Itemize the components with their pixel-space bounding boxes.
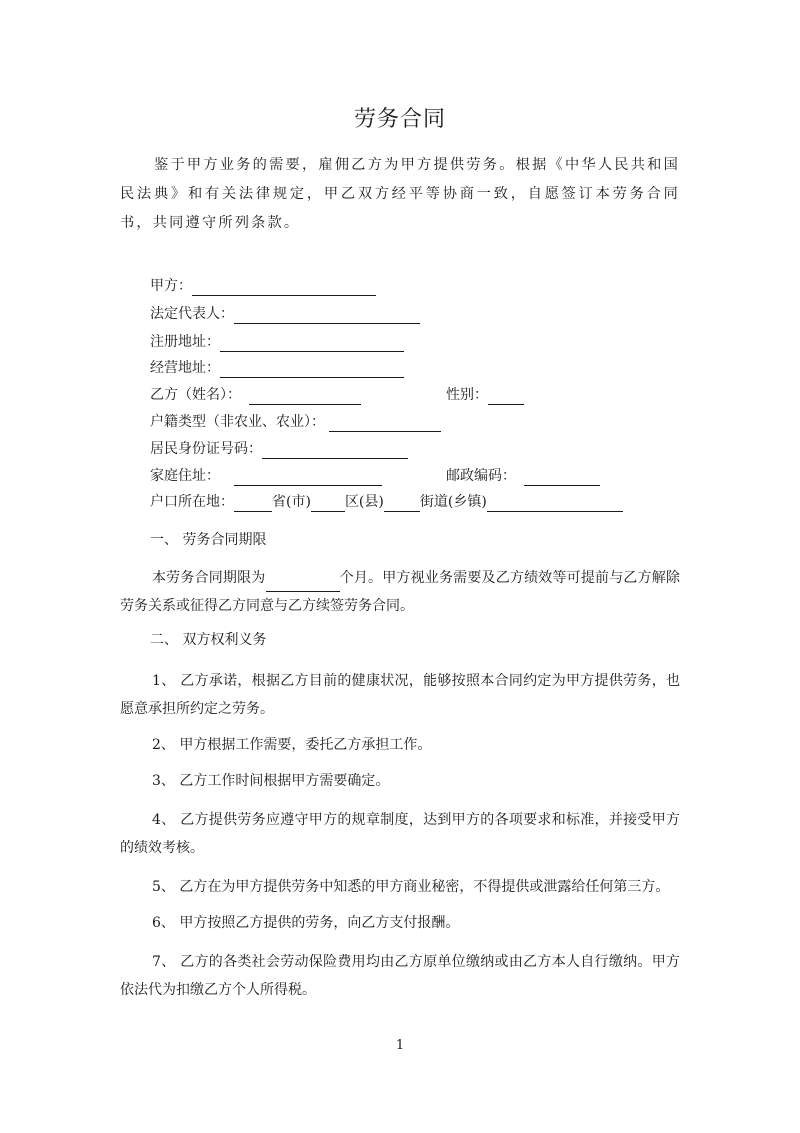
hukou-type-label: 户籍类型（非农业、农业）： xyxy=(150,414,325,430)
legal-rep-field xyxy=(150,304,420,324)
gender-blank[interactable] xyxy=(488,388,524,405)
gender-label: 性别： xyxy=(446,387,488,403)
party-b-name-label: 乙方（姓名）： xyxy=(150,387,241,403)
hukou-type-blank[interactable] xyxy=(329,415,441,432)
province-label: 省(市) xyxy=(272,494,311,510)
street-detail-blank[interactable] xyxy=(487,495,623,512)
postal-code-field xyxy=(446,466,600,486)
province-blank[interactable] xyxy=(234,495,272,512)
district-blank[interactable] xyxy=(311,495,345,512)
gender-field xyxy=(446,385,524,405)
clause-item-7: 7、 乙方的各类社会劳动保险费用均由乙方原单位缴纳或由乙方本人自行缴纳。甲方依法代为扣缴乙方个人所得税。 xyxy=(120,954,680,998)
document-title: 劳务合同 xyxy=(353,107,446,132)
section1-heading: 一、 劳务合同期限 xyxy=(150,532,267,548)
party-a-label: 甲方： xyxy=(150,278,192,294)
clause-item-6: 6、 甲方按照乙方提供的劳务，向乙方支付报酬。 xyxy=(152,915,460,931)
section1-text-before: 本劳务合同期限为 xyxy=(152,570,266,586)
intro-paragraph: 鉴于甲方业务的需要，雇佣乙方为甲方提供劳务。根据《中华人民共和国民法典》和有关法律规定，甲乙双方经平等协商一致，自愿签订本劳务合同书，共同遵守所列条款。 xyxy=(120,157,680,231)
term-months-blank[interactable] xyxy=(266,575,340,592)
id-number-field xyxy=(150,439,408,459)
biz-address-blank[interactable] xyxy=(220,361,404,378)
party-b-name-blank[interactable] xyxy=(249,388,361,405)
party-a-blank[interactable] xyxy=(192,279,376,296)
party-a-field xyxy=(150,276,376,296)
street-label: 街道(乡镇) xyxy=(419,494,487,510)
party-b-name-field xyxy=(150,385,361,405)
postal-code-blank[interactable] xyxy=(524,469,600,486)
legal-rep-blank[interactable] xyxy=(234,307,420,324)
biz-address-field xyxy=(150,358,404,378)
clause-item-1: 1、 乙方承诺，根据乙方目前的健康状况，能够按照本合同约定为甲方提供劳务，也愿意承担所约定之劳务。 xyxy=(120,673,680,717)
hukou-location-field xyxy=(150,492,623,512)
reg-address-field xyxy=(150,332,404,352)
section1-paragraph xyxy=(120,564,680,620)
home-address-field xyxy=(150,466,382,486)
legal-rep-label: 法定代表人： xyxy=(150,306,234,322)
home-address-label: 家庭住址： xyxy=(150,468,220,484)
clause-item-2: 2、 甲方根据工作需要，委托乙方承担工作。 xyxy=(152,737,432,753)
reg-address-blank[interactable] xyxy=(220,335,404,352)
clause-item-4: 4、 乙方提供劳务应遵守甲方的规章制度，达到甲方的各项要求和标准，并接受甲方的绩效考核。 xyxy=(120,812,680,856)
postal-code-label: 邮政编码： xyxy=(446,468,516,484)
clause-item-3: 3、 乙方工作时间根据甲方需要确定。 xyxy=(152,773,390,789)
hukou-type-field xyxy=(150,412,441,432)
clause-item-5: 5、 乙方在为甲方提供劳务中知悉的甲方商业秘密，不得提供或泄露给任何第三方。 xyxy=(152,879,670,895)
hukou-location-label: 户口所在地： xyxy=(150,494,234,510)
home-address-blank[interactable] xyxy=(234,469,382,486)
section2-heading: 二、 双方权利义务 xyxy=(150,632,267,648)
reg-address-label: 注册地址： xyxy=(150,334,220,350)
district-label: 区(县) xyxy=(344,494,384,510)
id-number-blank[interactable] xyxy=(262,442,408,459)
biz-address-label: 经营地址： xyxy=(150,360,220,376)
id-number-label: 居民身份证号码： xyxy=(150,441,262,457)
page-number: 1 xyxy=(395,1038,405,1053)
street-blank[interactable] xyxy=(384,495,420,512)
section1-text-after: 个月。甲方视业务需要及乙方绩效等可提前与乙方解除劳务关系或征得乙方同意与乙方续签劳务合同。 xyxy=(120,570,680,614)
